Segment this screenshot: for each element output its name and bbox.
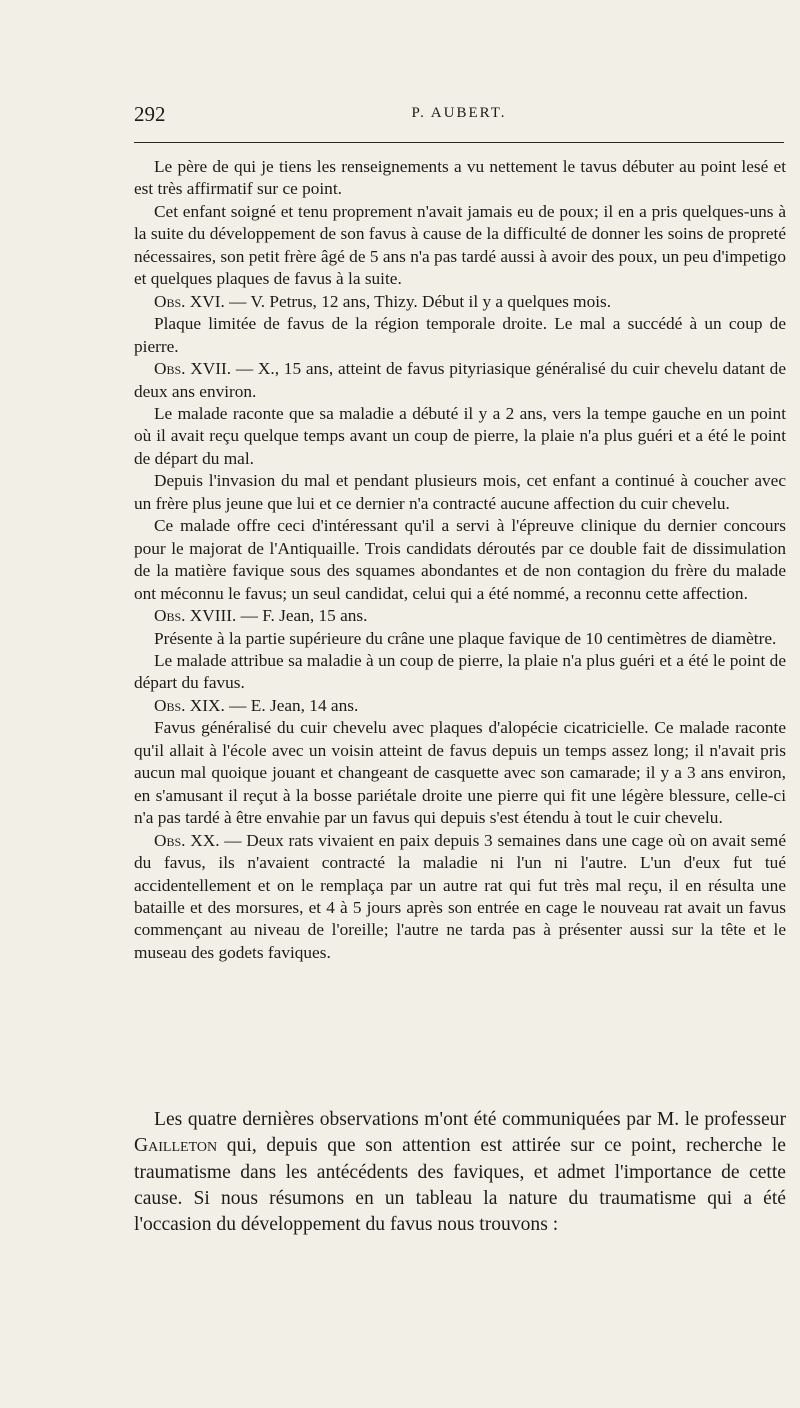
observation-label: Obs. XVII. (154, 359, 232, 379)
conclusion-paragraph (134, 1107, 786, 1238)
observation-label: Obs. XIX. (154, 695, 225, 715)
paragraph-text: Plaque limitée de favus de la région temporale droite. Le mal a succédé à un coup de pierre. (134, 314, 786, 356)
paragraph-text: Le père de qui je tiens les renseignements a vu nettement le tavus débuter au point lesé et est très affirmatif sur ce point. (134, 157, 786, 199)
paragraph (134, 291, 786, 313)
paragraph (134, 313, 786, 358)
conclusion-before: Les quatre dernières observations m'ont été communiquées par M. le professeur (154, 1109, 786, 1130)
paragraph-text: Ce malade offre ceci d'intéressant qu'il a servi à l'épreuve clinique du dernier concours pour le majorat de l'Antiquaille. Trois candidats déroutés par ce double fait de dissimulation de la matière favique sous des squames abondantes et de non contagion du frère du malade ont méconnu le favus; un seul candidat, celui qui a été nommé, a reconnu cette affection. (134, 516, 786, 603)
paragraph (134, 156, 786, 201)
paragraph-text: Depuis l'invasion du mal et pendant plusieurs mois, cet enfant a continué à coucher avec un frère plus jeune que lui et ce dernier n'a contracté aucune affection du cuir chevelu. (134, 471, 786, 513)
paragraph-text: Présente à la partie supérieure du crâne une plaque favique de 10 centimètres de diamètre. (154, 628, 777, 648)
paragraph-text: Favus généralisé du cuir chevelu avec plaques d'alopécie cicatricielle. Ce malade raconte qu'il allait à l'école avec un voisin atteint de favus depuis un temps assez long; il n'avait pris aucun mal quoique jouant et changeant de casquette avec son camarade; il y a 3 ans environ, en s'amusant il reçut à la bosse pariétale droite une pierre qui fit une légère blessure, celle-ci n'a pas tardé à être envahie par un favus qui depuis s'est étendu à tout le cuir chevelu. (134, 718, 786, 828)
paragraph (134, 403, 786, 470)
paragraph (134, 605, 786, 627)
observation-label: Obs. XX. (154, 830, 220, 850)
paragraph-text: — F. Jean, 15 ans. (236, 606, 368, 626)
professor-name: Gailleton (134, 1135, 218, 1157)
paragraph (134, 650, 786, 695)
conclusion-after: qui, depuis que son attention est attirée sur ce point, recherche le traumatisme dans les antécédents des faviques, et admet l'importance de cette cause. Si nous résumons en un tableau la nature du traumatisme qui a été l'occasion du développement du favus nous trouvons : (134, 1135, 786, 1236)
paragraph-text: Le malade raconte que sa maladie a débuté il y a 2 ans, vers la tempe gauche en un point où il avait reçu quelque temps avant un coup de pierre, la plaie n'a plus guéri et a été le point de départ du mal. (134, 403, 786, 468)
conclusion-text (134, 1107, 786, 1238)
header-rule (134, 142, 784, 143)
observations-text (134, 156, 786, 964)
page-header (134, 102, 784, 132)
paragraph (134, 628, 786, 650)
observation-label: Obs. XVI. (154, 291, 225, 311)
running-head: P. AUBERT. (411, 105, 507, 121)
paragraph (134, 470, 786, 515)
paragraph (134, 515, 786, 605)
paragraph-text: Cet enfant soigné et tenu proprement n'avait jamais eu de poux; il en a pris quelques-uns à la suite du développement de son favus à cause de la difficulté de donner les soins de propreté nécessaires, son petit frère âgé de 5 ans n'a pas tardé aussi à avoir des poux, un peu d'impetigo et quelques plaques de favus à la suite. (134, 201, 786, 289)
paragraph (134, 717, 786, 829)
paragraph (134, 358, 786, 403)
observation-label: Obs. XVIII. (154, 606, 237, 626)
page-number: 292 (134, 102, 166, 126)
paragraph-text: — Deux rats vivaient en paix depuis 3 semaines dans une cage où on avait semé du favus, ils n'avaient contracté la maladie ni l'un ni l'autre. L'un d'eux fut tué accidentellement et on le remplaça par un autre rat qui fut très mal reçu, il en résulta une bataille et des morsures, et 4 à 5 jours après son entrée en cage le nouveau rat avait un favus commençant au niveau de l'oreille; l'autre ne tarda pas à présenter aussi sur la tête et le museau des godets faviques. (134, 830, 786, 962)
paragraph (134, 830, 786, 965)
paragraph-text: — X., 15 ans, atteint de favus pityriasique généralisé du cuir chevelu datant de deux ans environ. (134, 359, 786, 401)
paragraph-text: Le malade attribue sa maladie à un coup de pierre, la plaie n'a plus guéri et a été le point de départ du favus. (134, 650, 786, 693)
paragraph (134, 201, 786, 291)
paragraph (134, 695, 786, 717)
paragraph-text: — V. Petrus, 12 ans, Thizy. Début il y a quelques mois. (224, 291, 612, 311)
paragraph-text: — E. Jean, 14 ans. (224, 695, 359, 715)
